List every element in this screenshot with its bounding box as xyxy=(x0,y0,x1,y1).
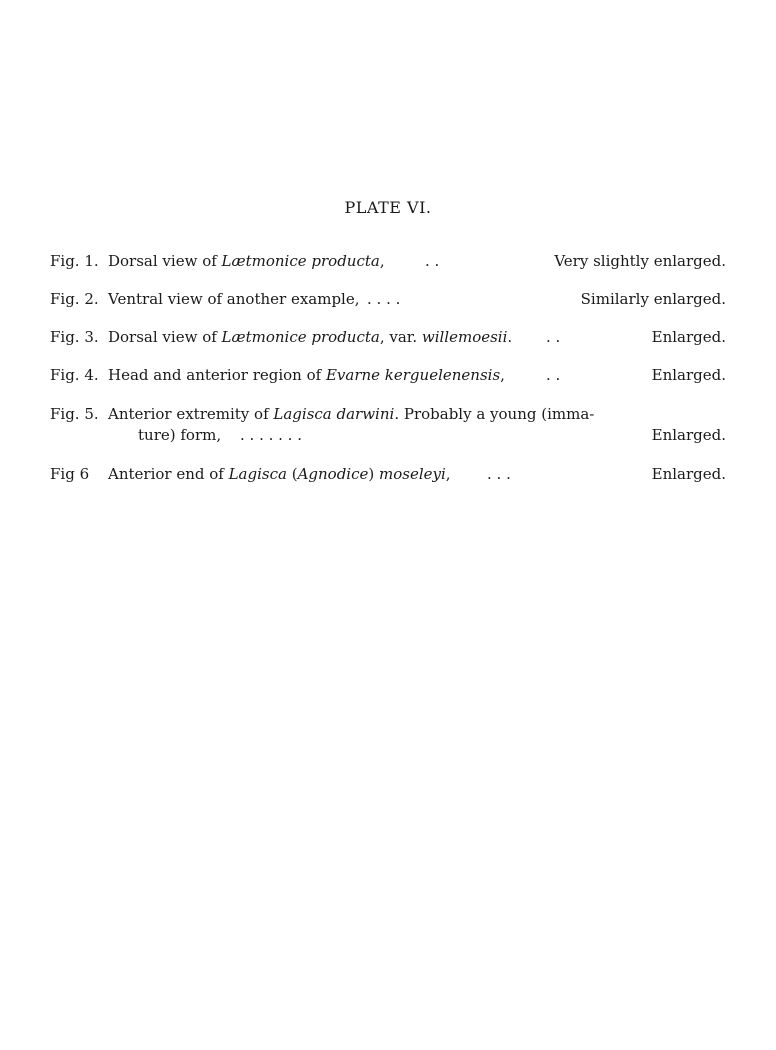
figure-description: Anterior extremity of Lagisca darwini. Probably a young (imma- xyxy=(108,405,595,423)
figure-label: Fig 6 xyxy=(50,465,90,483)
plate-title: PLATE VI. xyxy=(344,198,432,217)
figure-caption-2 xyxy=(50,288,726,310)
figure-description-continued: ture) form, xyxy=(138,426,222,444)
figure-label: Fig. 3. xyxy=(50,328,99,346)
leader-dots: . . xyxy=(425,252,440,270)
figure-description: Ventral view of another example, xyxy=(108,290,360,308)
figure-description: Anterior end of Lagisca (Agnodice) moseleyi, xyxy=(108,465,451,483)
figure-label: Fig. 2. xyxy=(50,290,99,308)
figure-caption-1 xyxy=(50,250,726,272)
magnification-note: Enlarged. xyxy=(651,328,726,346)
magnification-note: Similarly enlarged. xyxy=(580,290,726,308)
figure-caption-6 xyxy=(50,463,726,485)
figure-description: Head and anterior region of Evarne kerguelenensis, xyxy=(108,366,505,384)
magnification-note: Enlarged. xyxy=(651,366,726,384)
magnification-note: Enlarged. xyxy=(651,465,726,483)
figure-caption-5-continued xyxy=(50,424,726,446)
leader-dots: . . xyxy=(546,328,561,346)
figure-label: Fig. 5. xyxy=(50,405,99,423)
figure-description: Dorsal view of Lætmonice producta, xyxy=(108,252,385,270)
magnification-note: Enlarged. xyxy=(651,426,726,444)
leader-dots: . . . xyxy=(487,465,511,483)
leader-dots: . . . . . . . xyxy=(240,426,302,444)
magnification-note: Very slightly enlarged. xyxy=(554,252,726,270)
figure-caption-3 xyxy=(50,326,726,348)
figure-label: Fig. 4. xyxy=(50,366,99,384)
figure-caption-4 xyxy=(50,364,726,386)
leader-dots: . . xyxy=(546,366,561,384)
figure-description: Dorsal view of Lætmonice producta, var. willemoesii. xyxy=(108,328,513,346)
leader-dots: . . . . xyxy=(367,290,401,308)
figure-caption-5 xyxy=(50,403,726,425)
figure-label: Fig. 1. xyxy=(50,252,99,270)
